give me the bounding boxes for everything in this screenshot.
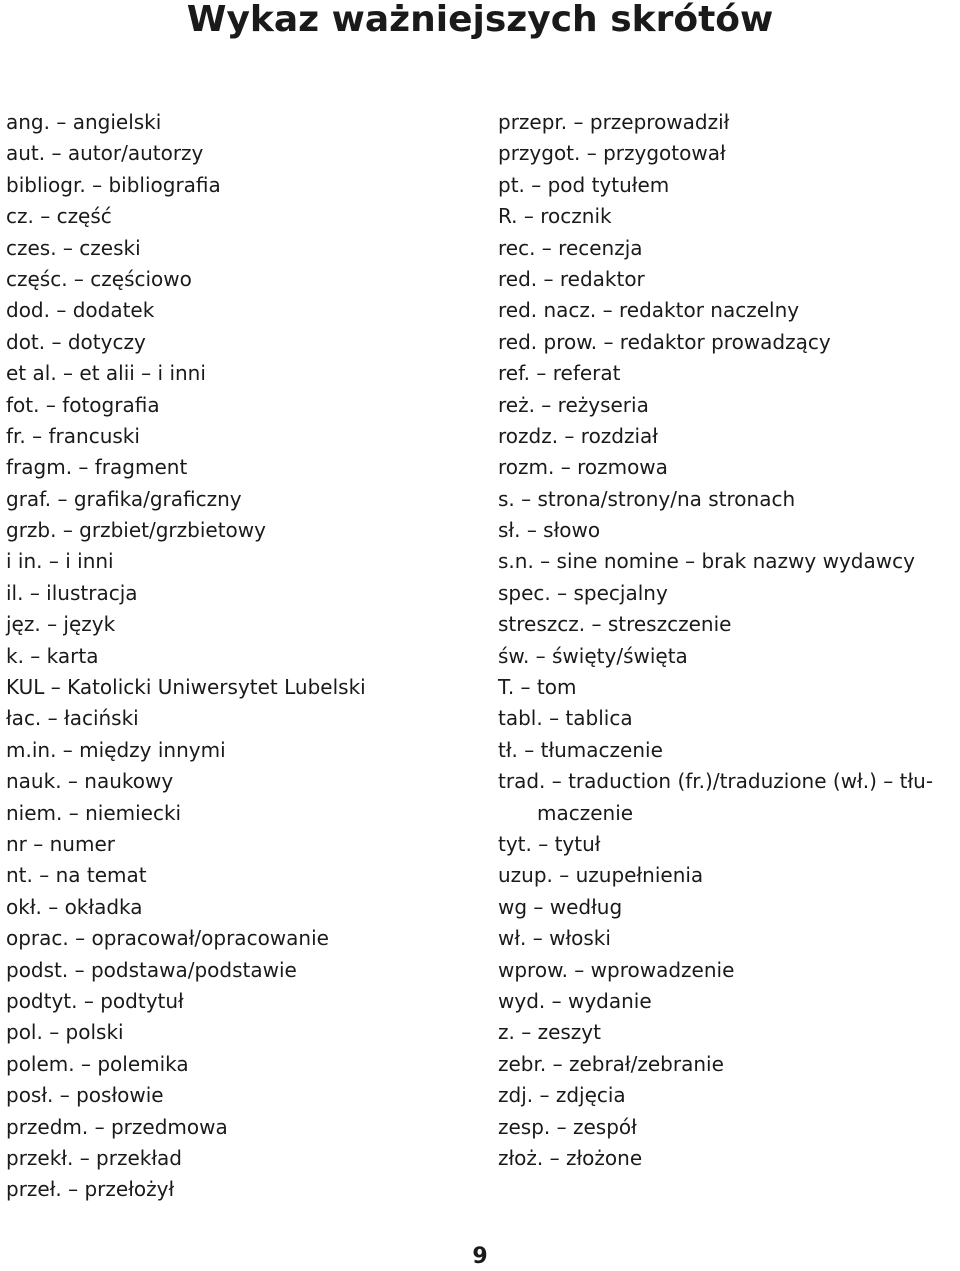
abbreviation-entry-line: trad. – traduction (fr.)/traduzione (wł.) – tłu-: [498, 769, 934, 794]
abbreviation-entry: zdj. – zdjęcia: [498, 1083, 626, 1108]
abbreviation-entry: dod. – dodatek: [6, 298, 155, 323]
abbreviation-entry: przeł. – przełożył: [6, 1177, 175, 1202]
abbreviation-entry: spec. – specjalny: [498, 580, 668, 605]
abbreviation-entry: streszcz. – streszczenie: [498, 612, 732, 637]
abbreviation-entry: s. – strona/strony/na stronach: [498, 486, 796, 511]
abbreviation-entry: KUL – Katolicki Uniwersytet Lubelski: [6, 675, 366, 700]
abbreviation-entry: ref. – referat: [498, 361, 621, 386]
abbreviation-entry: zebr. – zebrał/zebranie: [498, 1051, 724, 1076]
abbreviation-entry: red. prow. – redaktor prowadzący: [498, 329, 831, 354]
abbreviation-entry: rozm. – rozmowa: [498, 455, 668, 480]
abbreviation-entry: posł. – posłowie: [6, 1083, 164, 1108]
abbreviation-entry: przepr. – przeprowadził: [498, 110, 730, 134]
abbreviation-entry: przygot. – przygotował: [498, 141, 726, 166]
page-number: 9: [472, 1244, 488, 1269]
abbreviation-entry: nauk. – naukowy: [6, 769, 174, 794]
abbreviation-entry: złoż. – złożone: [498, 1145, 643, 1170]
abbreviation-entry: et al. – et alii – i inni: [6, 361, 206, 386]
abbreviation-entry: tabl. – tablica: [498, 706, 633, 731]
abbreviation-entry: cz. – część: [6, 204, 112, 229]
abbreviation-entry: pol. – polski: [6, 1020, 124, 1045]
abbreviation-entry: niem. – niemiecki: [6, 800, 182, 825]
abbreviation-entry: wprow. – wprowadzenie: [498, 957, 735, 982]
abbreviation-entry: k. – karta: [6, 643, 99, 668]
abbreviation-entry: wyd. – wydanie: [498, 988, 652, 1013]
abbreviation-entry: s.n. – sine nomine – brak nazwy wydawcy: [498, 549, 915, 574]
abbreviation-entry-continuation: maczenie: [537, 800, 634, 825]
abbreviation-entry: R. – rocznik: [498, 204, 612, 229]
abbreviation-entry: T. – tom: [498, 675, 577, 700]
abbreviation-entry: łac. – łaciński: [6, 706, 139, 731]
abbreviation-entry: pt. – pod tytułem: [498, 172, 670, 197]
abbreviation-entry: aut. – autor/autorzy: [6, 141, 204, 166]
abbreviation-entry: tyt. – tytuł: [498, 832, 601, 856]
abbreviations-right-column: [498, 107, 960, 1174]
abbreviation-entry: ang. – angielski: [6, 110, 162, 134]
abbreviation-entry: rec. – recenzja: [498, 235, 643, 260]
abbreviation-entry: fot. – fotografia: [6, 392, 160, 417]
abbreviation-entry: oprac. – opracował/opracowanie: [6, 926, 329, 951]
abbreviation-entry: z. – zeszyt: [498, 1020, 601, 1045]
abbreviation-entry: podst. – podstawa/podstawie: [6, 957, 297, 982]
abbreviation-entry: nt. – na temat: [6, 863, 147, 888]
abbreviation-entry: okł. – okładka: [6, 894, 143, 919]
abbreviation-entry: przekł. – przekład: [6, 1145, 182, 1170]
abbreviations-left-column: [6, 107, 476, 1206]
abbreviation-entry: red. – redaktor: [498, 266, 645, 291]
abbreviation-entry: czes. – czeski: [6, 235, 141, 260]
abbreviation-entry-wrapped: [498, 766, 960, 829]
abbreviation-entry: jęz. – język: [6, 612, 116, 637]
abbreviation-entry: nr – numer: [6, 831, 115, 856]
abbreviation-entry: red. nacz. – redaktor naczelny: [498, 298, 800, 323]
abbreviation-entry: reż. – reżyseria: [498, 392, 649, 417]
abbreviation-entry: podtyt. – podtytuł: [6, 988, 184, 1013]
abbreviation-entry: graf. – grafika/graficzny: [6, 486, 242, 511]
abbreviation-entry: dot. – dotyczy: [6, 329, 146, 354]
abbreviation-entry: rozdz. – rozdział: [498, 423, 658, 448]
abbreviation-entry: fragm. – fragment: [6, 455, 188, 480]
abbreviation-entry: m.in. – między innymi: [6, 737, 226, 762]
abbreviation-entry: sł. – słowo: [498, 518, 601, 543]
page-title: Wykaz ważniejszych skrótów: [186, 0, 774, 40]
abbreviation-entry: il. – ilustracja: [6, 580, 138, 605]
abbreviation-entry: uzup. – uzupełnienia: [498, 863, 704, 888]
abbreviation-entry: zesp. – zespół: [498, 1114, 637, 1139]
abbreviation-entry: i in. – i inni: [6, 549, 114, 574]
abbreviation-entry: tł. – tłumaczenie: [498, 737, 663, 762]
abbreviation-entry: wg – według: [498, 894, 623, 919]
abbreviation-entry: przedm. – przedmowa: [6, 1114, 228, 1139]
abbreviation-entry: częśc. – częściowo: [6, 266, 192, 291]
abbreviation-entry: fr. – francuski: [6, 423, 140, 448]
abbreviation-entry: św. – święty/święta: [498, 643, 688, 668]
abbreviation-entry: grzb. – grzbiet/grzbietowy: [6, 518, 266, 543]
abbreviation-entry: polem. – polemika: [6, 1051, 189, 1076]
abbreviation-entry: bibliogr. – bibliografia: [6, 172, 221, 197]
abbreviation-entry: wł. – włoski: [498, 926, 611, 951]
